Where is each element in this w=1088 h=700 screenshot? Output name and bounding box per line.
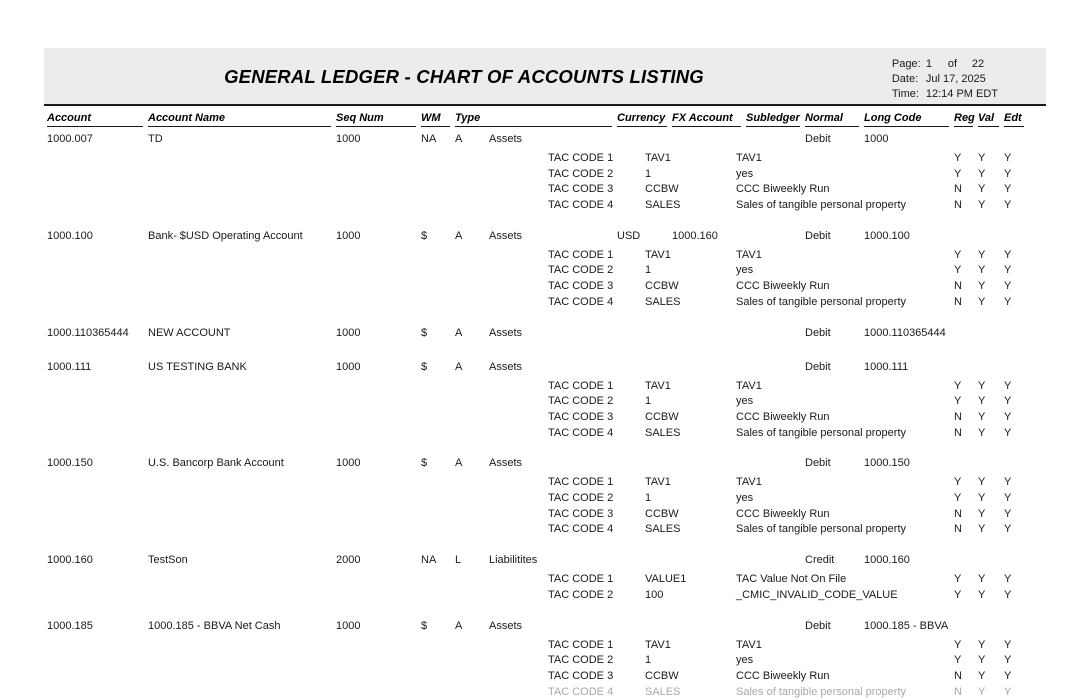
tac-row <box>0 294 1088 310</box>
tac-row <box>0 637 1088 653</box>
tac-val-flag: Y <box>978 152 986 164</box>
report-header-band <box>44 48 1046 105</box>
tac-edt-flag: Y <box>1004 492 1012 504</box>
tac-code-value: SALES <box>645 686 681 698</box>
tac-code-description: TAV1 <box>736 380 762 392</box>
account-type: A <box>455 620 463 632</box>
tac-code-value: CCBW <box>645 508 679 520</box>
tac-edt-flag: Y <box>1004 411 1012 423</box>
tac-code-value: 1 <box>645 492 652 504</box>
tac-reg-flag: N <box>954 183 962 195</box>
tac-edt-flag: Y <box>1004 199 1012 211</box>
tac-edt-flag: Y <box>1004 249 1012 261</box>
table-column-header <box>0 112 1088 128</box>
tac-edt-flag: Y <box>1004 523 1012 535</box>
account-type: L <box>455 554 462 566</box>
tac-row <box>0 474 1088 490</box>
tac-row <box>0 166 1088 182</box>
col-header-normal: Normal <box>805 112 859 127</box>
meta-of-label: of <box>947 58 958 70</box>
tac-val-flag: Y <box>978 427 986 439</box>
meta-date-row <box>892 72 998 87</box>
col-header-val: Val <box>978 112 999 127</box>
tac-code-description: Sales of tangible personal property <box>736 523 906 535</box>
tac-reg-flag: Y <box>954 492 962 504</box>
tac-code-value: 100 <box>645 589 664 601</box>
account-name: TestSon <box>148 554 188 566</box>
tac-reg-flag: N <box>954 296 962 308</box>
account-type: A <box>455 133 463 145</box>
tac-reg-flag: Y <box>954 264 962 276</box>
tac-edt-flag: Y <box>1004 395 1012 407</box>
tac-code-value: CCBW <box>645 280 679 292</box>
col-header-seq-num: Seq Num <box>336 112 416 127</box>
report-meta <box>892 57 998 102</box>
tac-row <box>0 652 1088 668</box>
tac-reg-flag: Y <box>954 589 962 601</box>
account-normal: Debit <box>805 620 831 632</box>
tac-code-value: 1 <box>645 168 652 180</box>
account-name: U.S. Bancorp Bank Account <box>148 457 284 469</box>
tac-row <box>0 262 1088 278</box>
tac-code-value: TAV1 <box>645 639 671 651</box>
col-header-edt: Edt <box>1004 112 1024 127</box>
tac-code-label: TAC CODE 2 <box>548 492 614 504</box>
tac-code-label: TAC CODE 1 <box>548 152 614 164</box>
meta-page-number: 1 <box>925 58 932 70</box>
tac-code-description: CCC Biweekly Run <box>736 280 830 292</box>
account-name: 1000.185 - BBVA Net Cash <box>148 620 281 632</box>
account-type-name: Assets <box>489 133 523 145</box>
meta-time-row <box>892 87 998 102</box>
account-row <box>0 618 1088 634</box>
tac-code-value: 1 <box>645 654 652 666</box>
tac-code-description: Sales of tangible personal property <box>736 296 906 308</box>
account-seq-num: 1000 <box>336 327 361 339</box>
tac-edt-flag: Y <box>1004 508 1012 520</box>
tac-val-flag: Y <box>978 168 986 180</box>
tac-val-flag: Y <box>978 589 986 601</box>
tac-code-value: 1 <box>645 395 652 407</box>
col-header-currency: Currency <box>617 112 667 127</box>
account-normal: Debit <box>805 327 831 339</box>
tac-reg-flag: N <box>954 199 962 211</box>
tac-val-flag: Y <box>978 686 986 698</box>
account-type-name: Liabilitites <box>489 554 538 566</box>
tac-code-value: CCBW <box>645 411 679 423</box>
col-header-long-code: Long Code <box>864 112 949 127</box>
tac-reg-flag: N <box>954 686 962 698</box>
tac-row <box>0 197 1088 213</box>
tac-edt-flag: Y <box>1004 589 1012 601</box>
tac-val-flag: Y <box>978 476 986 488</box>
account-normal: Debit <box>805 361 831 373</box>
tac-edt-flag: Y <box>1004 670 1012 682</box>
col-header-wm: WM <box>421 112 450 127</box>
col-header-account-name: Account Name <box>148 112 331 127</box>
tac-row <box>0 668 1088 684</box>
tac-val-flag: Y <box>978 280 986 292</box>
tac-edt-flag: Y <box>1004 280 1012 292</box>
tac-code-description: TAV1 <box>736 152 762 164</box>
tac-reg-flag: Y <box>954 654 962 666</box>
tac-code-label: TAC CODE 3 <box>548 508 614 520</box>
account-wm: $ <box>421 230 428 242</box>
tac-code-value: VALUE1 <box>645 573 687 585</box>
tac-val-flag: Y <box>978 395 986 407</box>
tac-val-flag: Y <box>978 380 986 392</box>
account-name: NEW ACCOUNT <box>148 327 231 339</box>
tac-code-value: 1 <box>645 264 652 276</box>
tac-row <box>0 587 1088 603</box>
account-name: TD <box>148 133 163 145</box>
tac-edt-flag: Y <box>1004 686 1012 698</box>
tac-row <box>0 490 1088 506</box>
account-type: A <box>455 457 463 469</box>
tac-code-description: TAV1 <box>736 639 762 651</box>
tac-row <box>0 393 1088 409</box>
tac-code-label: TAC CODE 3 <box>548 183 614 195</box>
account-row <box>0 455 1088 471</box>
tac-code-description: CCC Biweekly Run <box>736 411 830 423</box>
account-row <box>0 131 1088 147</box>
tac-code-description: CCC Biweekly Run <box>736 183 830 195</box>
account-type-name: Assets <box>489 327 523 339</box>
tac-row <box>0 506 1088 522</box>
account-type: A <box>455 361 463 373</box>
tac-code-label: TAC CODE 3 <box>548 280 614 292</box>
account-long-code: 1000.150 <box>864 457 910 469</box>
account-long-code: 1000.111 <box>864 361 909 373</box>
tac-row <box>0 247 1088 263</box>
tac-edt-flag: Y <box>1004 380 1012 392</box>
tac-code-description: TAV1 <box>736 476 762 488</box>
tac-reg-flag: Y <box>954 380 962 392</box>
tac-val-flag: Y <box>978 296 986 308</box>
tac-code-label: TAC CODE 2 <box>548 264 614 276</box>
col-header-subledger: Subledger <box>746 112 800 127</box>
meta-time-value: 12:14 PM EDT <box>925 88 998 100</box>
tac-edt-flag: Y <box>1004 639 1012 651</box>
tac-row <box>0 425 1088 441</box>
tac-edt-flag: Y <box>1004 152 1012 164</box>
tac-code-description: TAV1 <box>736 249 762 261</box>
account-normal: Debit <box>805 133 831 145</box>
account-type: A <box>455 230 463 242</box>
tac-code-description: yes <box>736 654 754 666</box>
account-wm: $ <box>421 457 428 469</box>
account-seq-num: 1000 <box>336 361 361 373</box>
tac-edt-flag: Y <box>1004 264 1012 276</box>
tac-reg-flag: Y <box>954 168 962 180</box>
account-number: 1000.185 <box>47 620 93 632</box>
tac-code-label: TAC CODE 1 <box>548 639 614 651</box>
account-type: A <box>455 327 463 339</box>
tac-code-value: CCBW <box>645 183 679 195</box>
tac-row <box>0 521 1088 537</box>
account-number: 1000.110365444 <box>47 327 129 339</box>
account-seq-num: 1000 <box>336 457 361 469</box>
account-long-code: 1000.100 <box>864 230 910 242</box>
col-header-type: Type <box>455 112 612 127</box>
tac-val-flag: Y <box>978 573 986 585</box>
account-normal: Debit <box>805 230 831 242</box>
tac-code-description: Sales of tangible personal property <box>736 427 906 439</box>
tac-code-label: TAC CODE 2 <box>548 168 614 180</box>
tac-val-flag: Y <box>978 670 986 682</box>
account-wm: $ <box>421 620 428 632</box>
account-type-name: Assets <box>489 457 523 469</box>
tac-code-description: yes <box>736 264 754 276</box>
tac-code-description: CCC Biweekly Run <box>736 670 830 682</box>
tac-code-description: yes <box>736 168 754 180</box>
account-row <box>0 552 1088 568</box>
account-type-name: Assets <box>489 620 523 632</box>
tac-code-value: TAV1 <box>645 380 671 392</box>
tac-code-label: TAC CODE 4 <box>548 199 614 211</box>
tac-val-flag: Y <box>978 654 986 666</box>
tac-code-description: Sales of tangible personal property <box>736 199 906 211</box>
tac-code-description: TAC Value Not On File <box>736 573 847 585</box>
account-wm: $ <box>421 327 428 339</box>
tac-code-value: TAV1 <box>645 249 671 261</box>
tac-row <box>0 150 1088 166</box>
meta-page-total: 22 <box>971 58 985 70</box>
tac-code-label: TAC CODE 3 <box>548 411 614 423</box>
header-divider-rule <box>44 104 1046 106</box>
tac-code-value: TAV1 <box>645 476 671 488</box>
tac-code-label: TAC CODE 2 <box>548 589 614 601</box>
meta-date-value: Jul 17, 2025 <box>925 73 986 85</box>
meta-page-row <box>892 57 998 72</box>
tac-code-label: TAC CODE 4 <box>548 427 614 439</box>
account-long-code: 1000.110365444 <box>864 327 946 339</box>
account-number: 1000.150 <box>47 457 93 469</box>
account-seq-num: 1000 <box>336 230 361 242</box>
tac-edt-flag: Y <box>1004 296 1012 308</box>
tac-row <box>0 378 1088 394</box>
tac-val-flag: Y <box>978 199 986 211</box>
tac-code-label: TAC CODE 2 <box>548 395 614 407</box>
tac-code-label: TAC CODE 1 <box>548 249 614 261</box>
tac-reg-flag: N <box>954 670 962 682</box>
tac-edt-flag: Y <box>1004 476 1012 488</box>
tac-code-label: TAC CODE 1 <box>548 476 614 488</box>
col-header-reg: Reg <box>954 112 973 127</box>
meta-date-label: Date: <box>891 73 919 85</box>
account-long-code: 1000.185 - BBVA <box>864 620 949 632</box>
meta-page-label: Page: <box>891 58 921 70</box>
tac-val-flag: Y <box>978 523 986 535</box>
account-wm: NA <box>421 554 437 566</box>
tac-reg-flag: N <box>954 427 962 439</box>
tac-code-description: Sales of tangible personal property <box>736 686 906 698</box>
tac-row <box>0 571 1088 587</box>
tac-reg-flag: N <box>954 411 962 423</box>
tac-reg-flag: Y <box>954 395 962 407</box>
account-seq-num: 1000 <box>336 133 361 145</box>
account-name: Bank- $USD Operating Account <box>148 230 303 242</box>
tac-row <box>0 181 1088 197</box>
tac-val-flag: Y <box>978 264 986 276</box>
tac-reg-flag: N <box>954 280 962 292</box>
tac-reg-flag: Y <box>954 573 962 585</box>
account-type-name: Assets <box>489 361 523 373</box>
account-seq-num: 2000 <box>336 554 361 566</box>
tac-val-flag: Y <box>978 639 986 651</box>
tac-code-value: SALES <box>645 296 681 308</box>
tac-code-label: TAC CODE 1 <box>548 573 614 585</box>
tac-edt-flag: Y <box>1004 573 1012 585</box>
account-type-name: Assets <box>489 230 523 242</box>
account-number: 1000.111 <box>47 361 92 373</box>
tac-edt-flag: Y <box>1004 654 1012 666</box>
tac-val-flag: Y <box>978 492 986 504</box>
account-row <box>0 325 1088 341</box>
tac-reg-flag: Y <box>954 249 962 261</box>
meta-time-label: Time: <box>891 88 919 100</box>
account-wm: NA <box>421 133 437 145</box>
tac-code-description: yes <box>736 492 754 504</box>
tac-code-value: SALES <box>645 199 681 211</box>
account-row <box>0 359 1088 375</box>
account-number: 1000.007 <box>47 133 93 145</box>
col-header-fx-account: FX Account <box>672 112 741 127</box>
tac-row <box>0 409 1088 425</box>
account-number: 1000.160 <box>47 554 93 566</box>
account-long-code: 1000 <box>864 133 889 145</box>
tac-code-value: TAV1 <box>645 152 671 164</box>
tac-code-label: TAC CODE 2 <box>548 654 614 666</box>
tac-code-value: CCBW <box>645 670 679 682</box>
account-currency: USD <box>617 230 641 242</box>
tac-code-label: TAC CODE 4 <box>548 296 614 308</box>
account-wm: $ <box>421 361 428 373</box>
tac-reg-flag: Y <box>954 639 962 651</box>
tac-code-label: TAC CODE 3 <box>548 670 614 682</box>
tac-code-description: _CMIC_INVALID_CODE_VALUE <box>736 589 898 601</box>
account-seq-num: 1000 <box>336 620 361 632</box>
tac-val-flag: Y <box>978 508 986 520</box>
account-normal: Credit <box>805 554 835 566</box>
tac-val-flag: Y <box>978 183 986 195</box>
account-row <box>0 228 1088 244</box>
account-fx-account: 1000.160 <box>672 230 718 242</box>
account-name: US TESTING BANK <box>148 361 247 373</box>
tac-code-label: TAC CODE 4 <box>548 686 614 698</box>
tac-reg-flag: N <box>954 508 962 520</box>
tac-reg-flag: Y <box>954 152 962 164</box>
report-title: GENERAL LEDGER - CHART OF ACCOUNTS LISTING <box>224 66 704 87</box>
tac-edt-flag: Y <box>1004 427 1012 439</box>
tac-code-value: SALES <box>645 523 681 535</box>
tac-edt-flag: Y <box>1004 183 1012 195</box>
tac-reg-flag: Y <box>954 476 962 488</box>
tac-code-description: CCC Biweekly Run <box>736 508 830 520</box>
account-normal: Debit <box>805 457 831 469</box>
account-number: 1000.100 <box>47 230 93 242</box>
col-header-account: Account <box>47 112 143 127</box>
tac-code-label: TAC CODE 1 <box>548 380 614 392</box>
tac-code-value: SALES <box>645 427 681 439</box>
tac-val-flag: Y <box>978 411 986 423</box>
tac-code-description: yes <box>736 395 754 407</box>
tac-reg-flag: N <box>954 523 962 535</box>
tac-row <box>0 278 1088 294</box>
tac-edt-flag: Y <box>1004 168 1012 180</box>
account-long-code: 1000.160 <box>864 554 910 566</box>
tac-val-flag: Y <box>978 249 986 261</box>
tac-code-label: TAC CODE 4 <box>548 523 614 535</box>
